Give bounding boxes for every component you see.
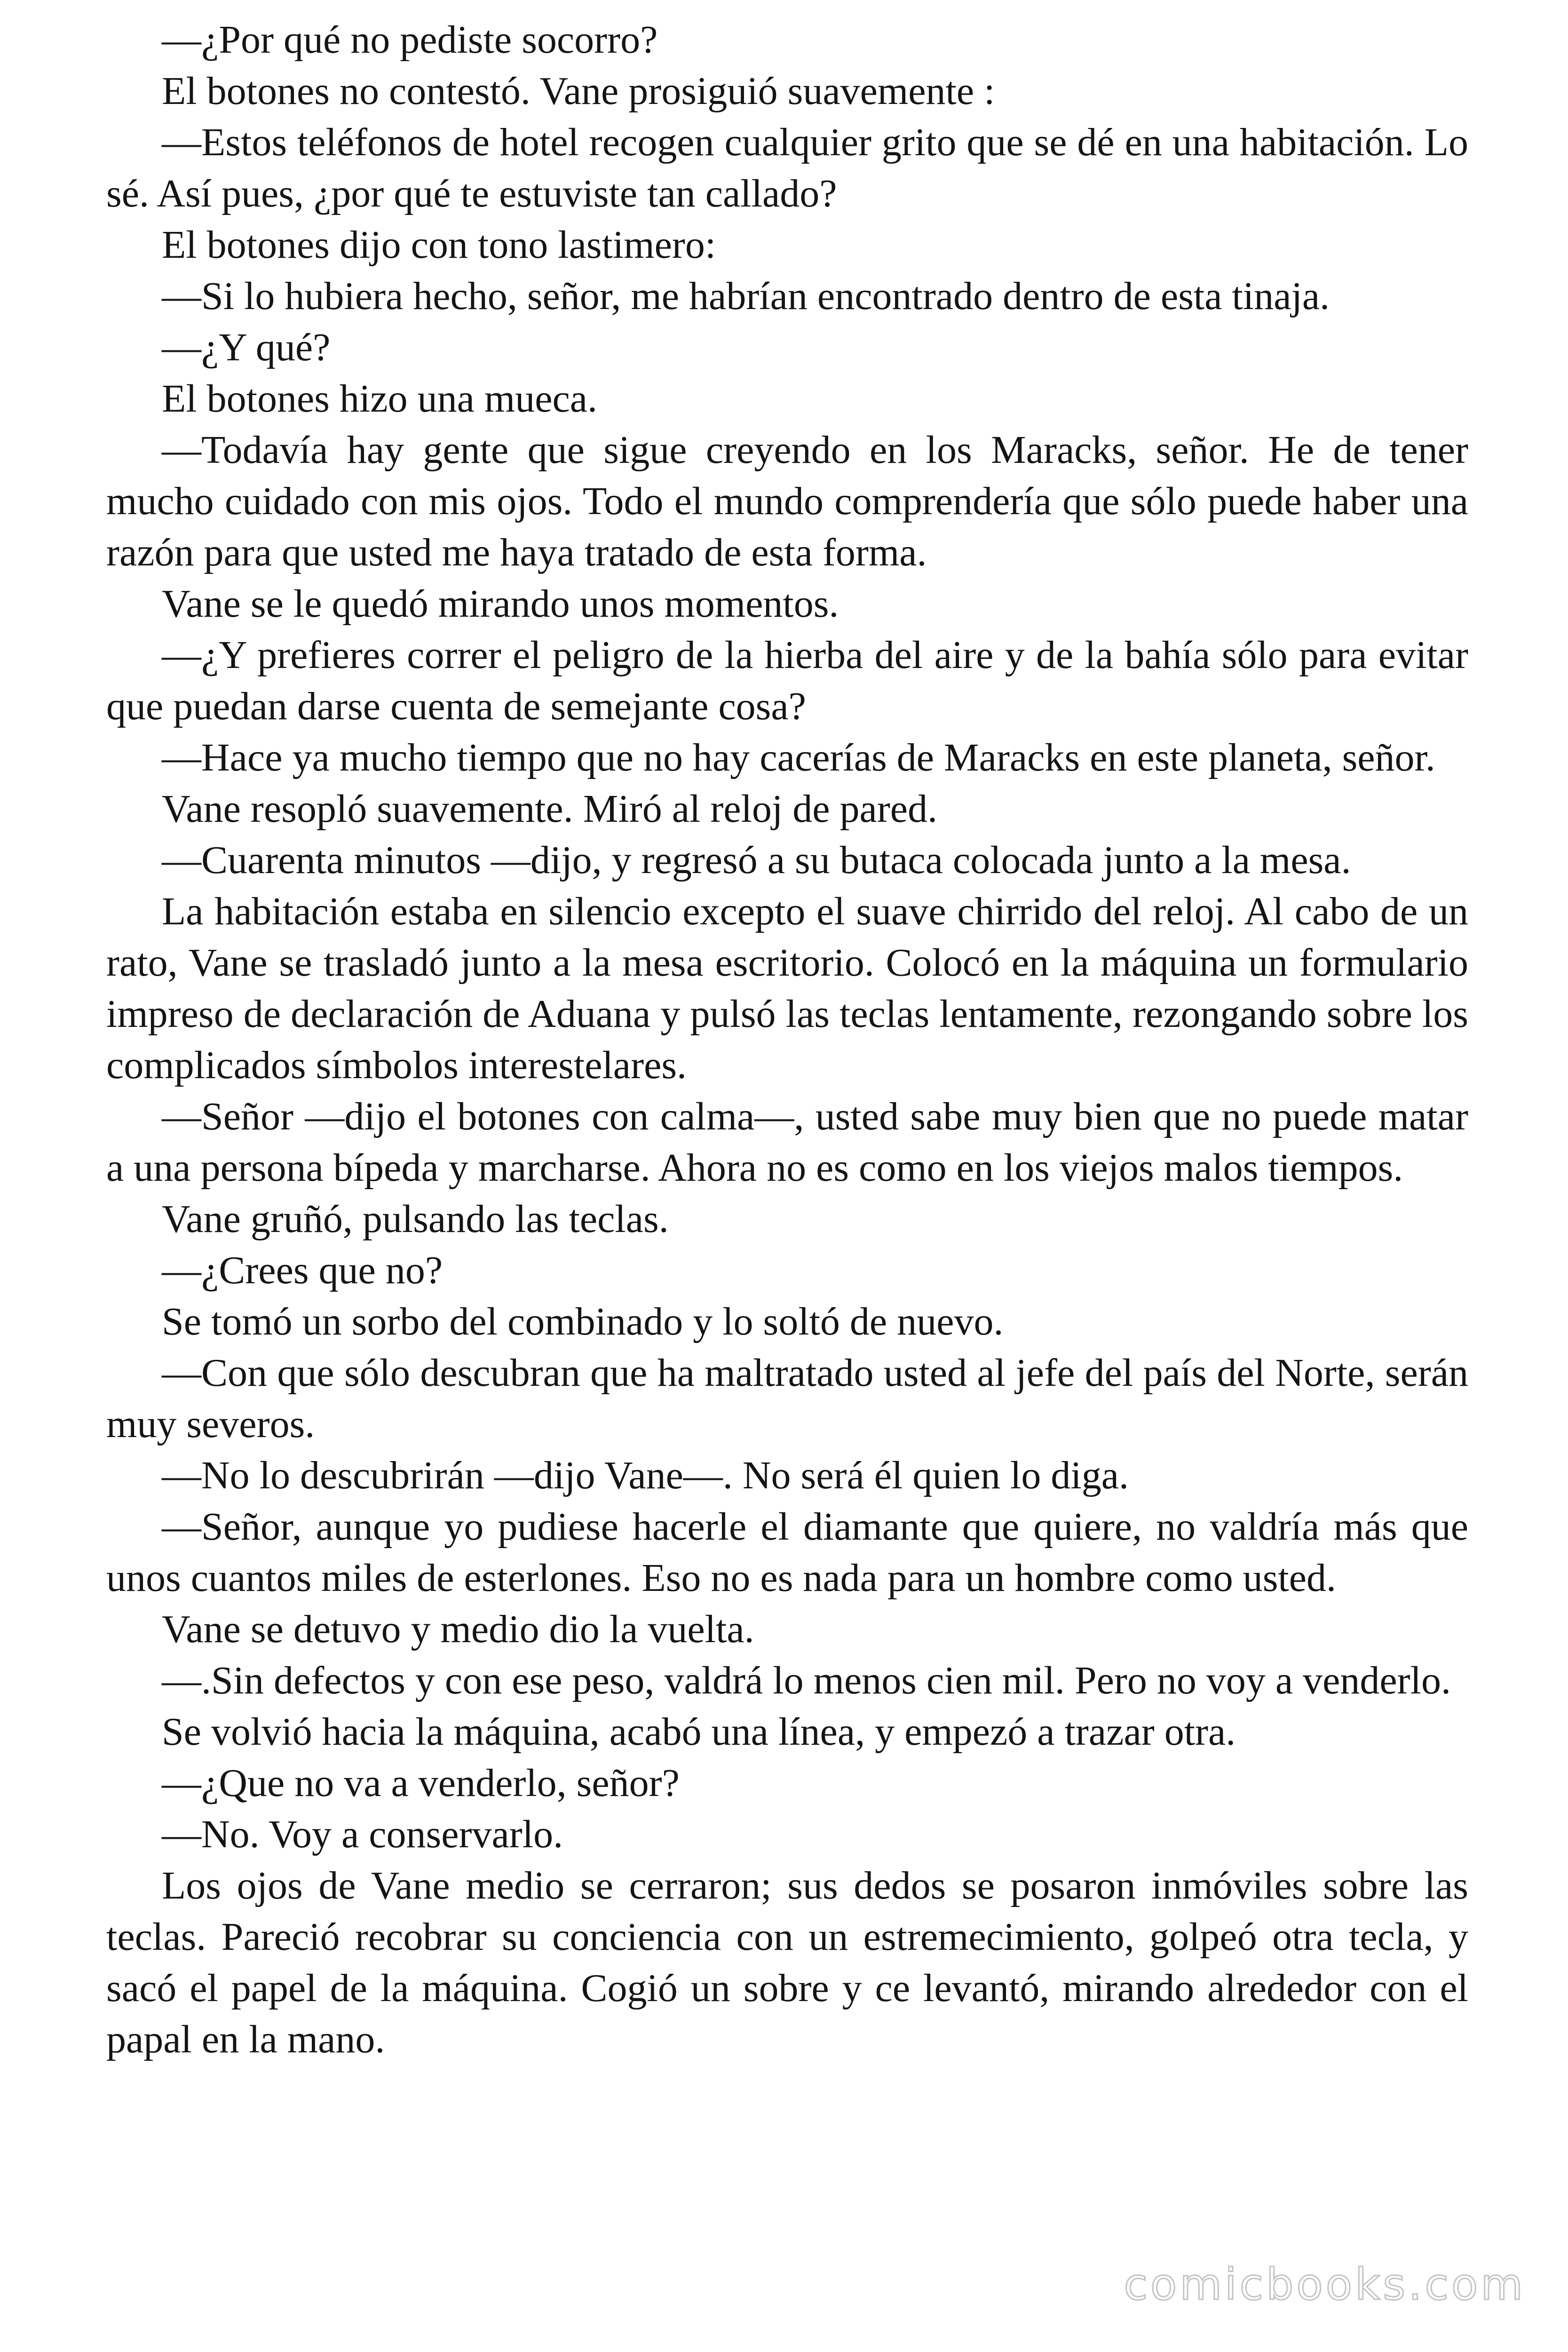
paragraph: —Estos teléfonos de hotel recogen cualquier grito que se dé en una habitación. Lo sé. Así pues, ¿por qué te estuviste tan callado? [106, 120, 1468, 215]
paragraph: Vane resopló suavemente. Miró al reloj de pared. [162, 787, 938, 831]
paragraph: —Hace ya mucho tiempo que no hay cacerías de Maracks en este planeta, señor. [162, 736, 1435, 779]
paragraph: —Cuarenta minutos —dijo, y regresó a su butaca colocada junto a la mesa. [162, 838, 1351, 882]
paragraph: —Señor —dijo el botones con calma—, usted sabe muy bien que no puede matar a una persona bípeda y marcharse. Ahora no es como en los viejos malos tiempos. [106, 1095, 1468, 1190]
paragraph: El botones no contestó. Vane prosiguió suavemente : [162, 69, 995, 113]
paragraph: La habitación estaba en silencio excepto el suave chirrido del reloj. Al cabo de un rato, Vane se trasladó junto a la mesa escritorio. Colocó en la máquina un formulario impreso de declaración de Aduana y pulsó las teclas lentamente, rezongando sobre los complicados símbolos interestelares. [106, 890, 1468, 1087]
watermark-logo: comicbooks.com [1124, 2259, 1526, 2310]
paragraph: —Señor, aunque yo pudiese hacerle el diamante que quiere, no valdría más que unos cuantos miles de esterlones. Eso no es nada para un hombre como usted. [106, 1505, 1468, 1600]
paragraph: —¿Por qué no pediste socorro? [162, 18, 658, 62]
paragraph: —Todavía hay gente que sigue creyendo en los Maracks, señor. He de tener mucho cuidado con mis ojos. Todo el mundo comprendería que sólo puede haber una razón para que usted me haya tratado de esta forma. [106, 428, 1468, 574]
paragraph: Vane se detuvo y medio dio la vuelta. [162, 1607, 754, 1651]
paragraph: Se tomó un sorbo del combinado y lo soltó de nuevo. [162, 1300, 1004, 1343]
paragraph: —¿Y prefieres correr el peligro de la hierba del aire y de la bahía sólo para evitar que puedan darse cuenta de semejante cosa? [106, 633, 1468, 728]
body-text [106, 14, 1468, 2065]
paragraph: Los ojos de Vane medio se cerraron; sus dedos se posaron inmóviles sobre las teclas. Pareció recobrar su conciencia con un estremecimiento, golpeó otra tecla, y sacó el papel de la máquina. Cogió un sobre y ce levantó, mirando alrededor con el papal en la mano. [106, 1864, 1468, 2061]
paragraph: —¿Crees que no? [162, 1248, 443, 1292]
paragraph: Vane gruñó, pulsando las teclas. [162, 1197, 669, 1241]
paragraph: —Si lo hubiera hecho, señor, me habrían encontrado dentro de esta tinaja. [162, 274, 1330, 318]
paragraph: Se volvió hacia la máquina, acabó una línea, y empezó a trazar otra. [162, 1710, 1236, 1754]
paragraph: —.Sin defectos y con ese peso, valdrá lo menos cien mil. Pero no voy a venderlo. [162, 1659, 1451, 1702]
paragraph: El botones hizo una mueca. [162, 377, 598, 421]
paragraph: —No. Voy a conservarlo. [162, 1812, 563, 1856]
paragraph: —No lo descubrirán —dijo Vane—. No será él quien lo diga. [162, 1454, 1129, 1497]
paragraph: —Con que sólo descubran que ha maltratado usted al jefe del país del Norte, serán muy severos. [106, 1351, 1468, 1446]
paragraph: —¿Que no va a venderlo, señor? [162, 1761, 680, 1805]
paragraph: Vane se le quedó mirando unos momentos. [162, 582, 839, 626]
paragraph: —¿Y qué? [162, 326, 331, 369]
paragraph: El botones dijo con tono lastimero: [162, 223, 716, 267]
